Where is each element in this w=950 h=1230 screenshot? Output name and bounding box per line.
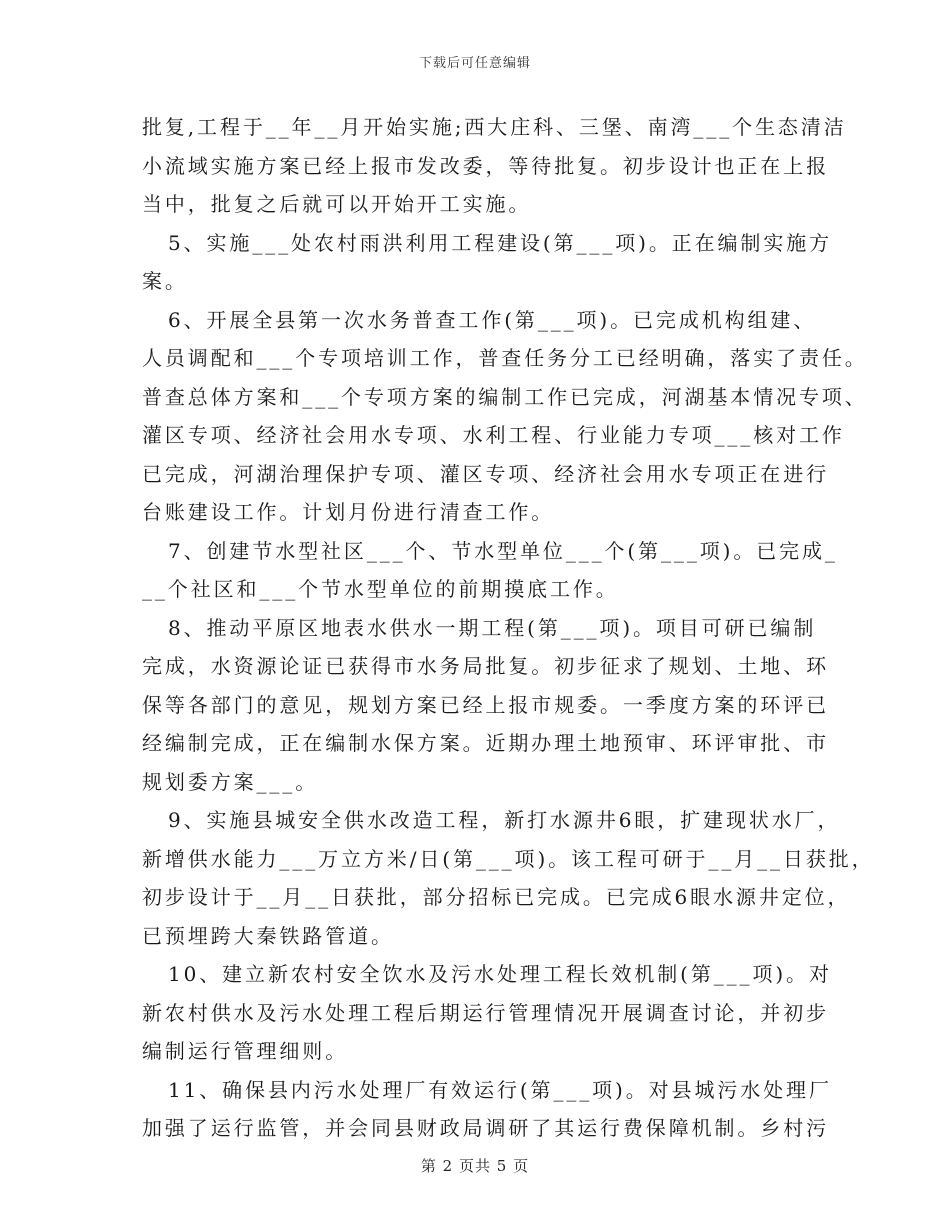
text-line: 案。 <box>142 269 188 293</box>
text-line: 5、实施___处农村雨洪利用工程建设(第___项)。正在编制实施方 <box>168 230 833 255</box>
page-header: 下载后可任意编辑 <box>418 56 531 71</box>
text-line: 8、推动平原区地表水供水一期工程(第___项)。项目可研已编制 <box>168 615 817 640</box>
text-line: 11、确保县内污水处理厂有效运行(第___项)。对县城污水处理厂 <box>168 1077 832 1102</box>
document-body <box>142 108 875 1148</box>
text-line: 人员调配和___个专项培训工作，普查任务分工已经明确，落实了责任。 <box>142 346 868 370</box>
text-line: 9、实施县城安全供水改造工程，新打水源井6眼，扩建现状水厂， <box>168 808 841 832</box>
text-line: 已预埋跨大秦铁路管道。 <box>142 923 394 948</box>
text-line: __个社区和___个节水型单位的前期摸底工作。 <box>142 577 619 601</box>
text-line: 规划委方案___。 <box>142 769 319 794</box>
text-line: 小流域实施方案已经上报市发改委，等待批复。初步设计也正在上报 <box>142 153 829 178</box>
text-line: 普查总体方案和___个专项方案的编制工作已完成，河湖基本情况专项、 <box>142 384 868 409</box>
text-line: 批复,工程于__年__月开始实施;西大庄科、三堡、南湾___个生态清洁 <box>142 115 847 139</box>
text-line: 10、建立新农村安全饮水及污水处理工程长效机制(第___项)。对 <box>168 962 832 986</box>
text-line: 台账建设工作。计划月份进行清查工作。 <box>142 500 555 524</box>
text-line: 保等各部门的意见，规划方案已经上报市规委。一季度方案的环评已 <box>142 692 829 717</box>
page-footer: 第 2 页共 5 页 <box>420 1157 530 1175</box>
text-line: 编制运行管理细则。 <box>142 1039 349 1063</box>
text-line: 当中，批复之后就可以开始开工实施。 <box>142 192 532 216</box>
text-line: 新增供水能力___万立方米/日(第___项)。该工程可研于__月__日获批， <box>142 846 875 871</box>
text-line: 初步设计于__月__日获批，部分招标已完成。已完成6眼水源井定位， <box>142 885 851 909</box>
text-line: 已完成，河湖治理保护专项、灌区专项、经济社会用水专项正在进行 <box>142 461 829 486</box>
text-line: 完成，水资源论证已获得市水务局批复。初步征求了规划、土地、环 <box>142 654 829 678</box>
text-line: 7、创建节水型社区___个、节水型单位___个(第___项)。已完成_ <box>168 538 838 563</box>
text-line: 灌区专项、经济社会用水专项、水利工程、行业能力专项___核对工作 <box>142 423 845 447</box>
text-line: 新农村供水及污水处理工程后期运行管理情况开展调查讨论，并初步 <box>142 1000 829 1025</box>
text-line: 经编制完成，正在编制水保方案。近期办理土地预审、环评审批、市 <box>142 731 829 755</box>
text-line: 6、开展全县第一次水务普查工作(第___项)。已完成机构组建、 <box>168 307 817 332</box>
text-line: 加强了运行监管，并会同县财政局调研了其运行费保障机制。乡村污 <box>142 1116 829 1140</box>
